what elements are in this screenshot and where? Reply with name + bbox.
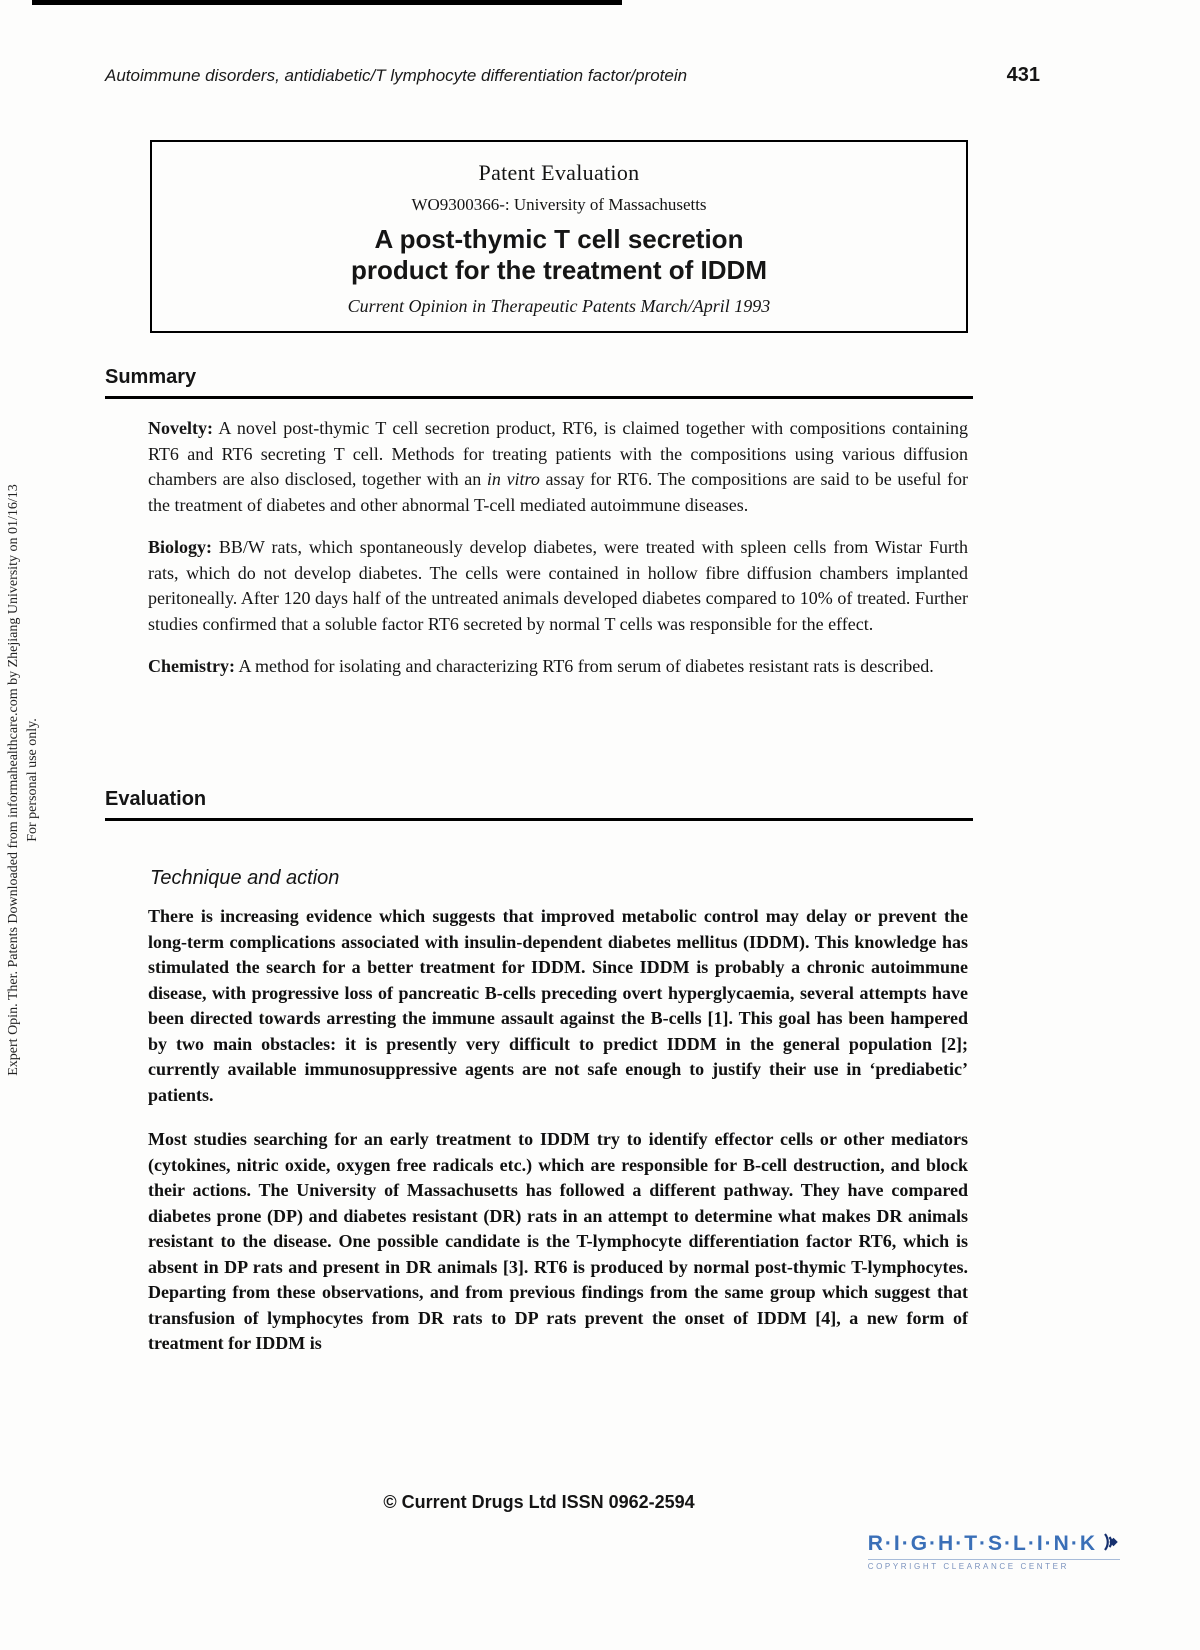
rightslink-wordmark: R·I·G·H·T·S·L·I·N·K	[867, 1532, 1097, 1555]
running-header-title: Autoimmune disorders, antidiabetic/T lymphocyte differentiation factor/protein	[105, 66, 688, 85]
scan-artifact-bar	[32, 0, 622, 5]
novelty-text-post: assay for RT6. The compositions are said to be useful for the treatment of diabetes and other abnormal T-cell mediated autoimmune diseases.	[148, 469, 969, 515]
summary-section	[105, 366, 973, 697]
running-header	[105, 64, 1040, 87]
novelty-paragraph	[148, 416, 968, 518]
evaluation-paragraph-1: There is increasing evidence which suggests that improved metabolic control may delay or prevent the long-term complications associated with insulin-dependent diabetes mellitus (IDDM). This knowledge has stimulated the search for a better treatment for IDDM. Since IDDM is probably a chronic autoimmune disease, with progressive loss of pancreatic B-cells preceding overt hyperglycaemia, several attempts have been directed towards arresting the immune assault against the B-cells [1]. This goal has been hampered by two main obstacles: it is presently very difficult to predict IDDM in the general population [2]; currently available immunosuppressive agents are not safe enough to justify their use in ‘prediabetic’ patients.	[148, 906, 968, 1105]
novelty-label: Novelty:	[148, 418, 213, 438]
novelty-text-italic: in vitro	[486, 469, 540, 489]
patent-title	[152, 224, 966, 286]
page-number: 431	[1006, 64, 1040, 86]
rightslink-subtext: COPYRIGHT CLEARANCE CENTER	[868, 1559, 1120, 1571]
download-provenance-note	[4, 400, 48, 1160]
biology-text: BB/W rats, which spontaneously develop diabetes, were treated with spleen cells from Wistar Furth rats, which do not develop diabetes. The cells were contained in hollow fibre diffusion chambers implanted peritoneally. After 120 days half of the untreated animals developed diabetes compared to 10% of treated. Further studies confirmed that a soluble factor RT6 secreted by normal T cells was responsible for the effect.	[148, 537, 968, 634]
chemistry-label: Chemistry:	[148, 656, 235, 676]
rightslink-logo[interactable]	[868, 1532, 1120, 1571]
provenance-line-2: For personal use only.	[25, 718, 40, 842]
biology-label: Biology:	[148, 537, 213, 557]
summary-body	[148, 416, 968, 680]
rightslink-arrow-icon	[1100, 1532, 1120, 1557]
patent-title-line-2: product for the treatment of IDDM	[351, 255, 767, 285]
chemistry-paragraph	[148, 654, 968, 680]
evaluation-body	[148, 904, 968, 1357]
chemistry-text: A method for isolating and characterizing RT6 from serum of diabetes resistant rats is described.	[234, 656, 934, 676]
provenance-line-1: Expert Opin. Ther. Patents Downloaded from informahealthcare.com by Zhejiang University on 01/16/13	[6, 484, 21, 1076]
evaluation-heading: Evaluation	[105, 788, 973, 821]
patent-source-citation: Current Opinion in Therapeutic Patents March/April 1993	[347, 296, 771, 316]
copyright-issn-line: © Current Drugs Ltd ISSN 0962-2594	[383, 1492, 695, 1512]
summary-heading: Summary	[105, 366, 973, 399]
biology-paragraph	[148, 535, 968, 637]
evaluation-paragraph-2: Most studies searching for an early treatment to IDDM try to identify effector cells or other mediators (cytokines, nitric oxide, oxygen free radicals etc.) which are responsible for B-cell destruction, and block their actions. The University of Massachusetts has followed a different pathway. They have compared diabetes prone (DP) and diabetes resistant (DR) rats in an attempt to determine what makes DR animals resistant to the disease. One possible candidate is the T-lymphocyte differentiation factor RT6, which is absent in DP rats and present in DR animals [3]. RT6 is produced by normal post-thymic T-lymphocytes. Departing from these observations, and from previous findings from the same group which suggest that transfusion of lymphocytes from DR rats to DP rats prevent the onset of IDDM [4], a new form of treatment for IDDM is	[148, 1129, 968, 1353]
technique-and-action-subheading: Technique and action	[150, 867, 340, 889]
novelty-text-pre: A novel post-thymic T cell secretion product, RT6, is claimed together with compositions containing RT6 and RT6 secreting T cell. Methods for treating patients with the compositions using various diffusion chambers are also disclosed, together with an	[148, 418, 968, 489]
patent-box-kicker: Patent Evaluation	[478, 160, 640, 185]
patent-title-line-1: A post-thymic T cell secretion	[374, 224, 744, 254]
evaluation-section	[105, 788, 973, 1376]
patent-reference: WO9300366-: University of Massachusetts	[411, 195, 707, 214]
patent-evaluation-box	[150, 140, 968, 333]
